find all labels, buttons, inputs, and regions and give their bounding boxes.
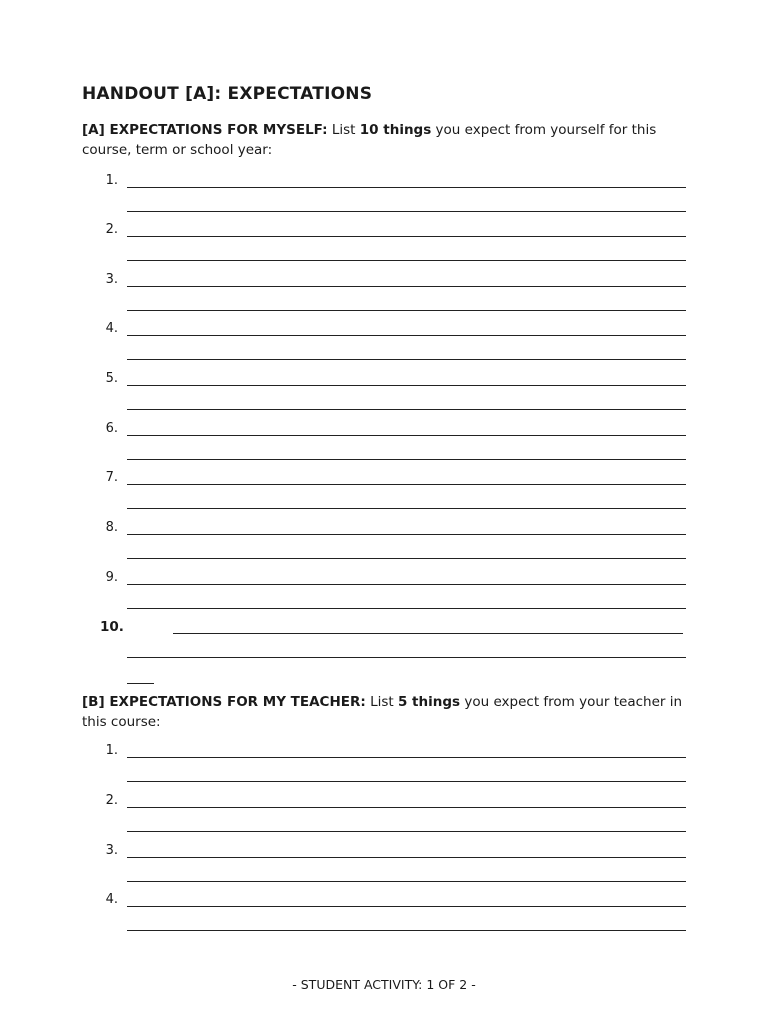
answer-line[interactable] [127, 286, 686, 287]
answer-line[interactable] [127, 310, 686, 311]
item-number: 1. [105, 743, 118, 758]
item-number: 7. [105, 470, 118, 485]
answer-line[interactable] [127, 409, 686, 410]
answer-line[interactable] [127, 211, 686, 212]
answer-line[interactable] [127, 881, 686, 882]
section-b-text-pre: List [365, 694, 398, 710]
section-b-item-3 [0, 843, 768, 893]
answer-line[interactable] [127, 857, 686, 858]
answer-line[interactable] [173, 633, 683, 634]
section-b-item-1 [0, 743, 768, 793]
answer-line[interactable] [127, 459, 686, 460]
section-a-item-3 [0, 272, 768, 322]
section-a-item-1 [0, 173, 768, 223]
item-number: 3. [105, 272, 118, 287]
section-a-item-9 [0, 570, 768, 620]
answer-line[interactable] [127, 534, 686, 535]
item-number: 10. [100, 619, 124, 635]
item-number: 5. [105, 371, 118, 386]
item-number: 8. [105, 520, 118, 535]
section-a-heading: [A] EXPECTATIONS FOR MYSELF: [82, 122, 328, 138]
page-title: HANDOUT [A]: EXPECTATIONS [82, 84, 373, 104]
answer-line[interactable] [127, 335, 686, 336]
answer-line[interactable] [127, 584, 686, 585]
answer-line[interactable] [127, 187, 686, 188]
answer-line[interactable] [127, 260, 686, 261]
answer-line[interactable] [127, 558, 686, 559]
section-a-text-post: you expect from yourself for this course, term or school year: [82, 122, 657, 158]
section-a-item-6 [0, 421, 768, 471]
item-number: 2. [105, 793, 118, 808]
section-b-item-2 [0, 793, 768, 843]
section-a-item-2 [0, 222, 768, 272]
page-footer: - STUDENT ACTIVITY: 1 OF 2 - [292, 977, 476, 992]
answer-line[interactable] [127, 508, 686, 509]
section-a-text-pre: List [327, 122, 360, 138]
item-number: 9. [105, 570, 118, 585]
answer-line[interactable] [127, 236, 686, 237]
section-a-instructions [82, 120, 692, 160]
item-number: 2. [105, 222, 118, 237]
section-a-count: 10 things [359, 122, 432, 138]
answer-line[interactable] [127, 930, 686, 931]
section-b-instructions [82, 692, 692, 732]
answer-line[interactable] [127, 831, 686, 832]
answer-line[interactable] [127, 657, 686, 658]
section-b-heading: [B] EXPECTATIONS FOR MY TEACHER: [82, 694, 366, 710]
section-a-item-8 [0, 520, 768, 570]
item-number: 4. [105, 321, 118, 336]
answer-line[interactable] [127, 906, 686, 907]
section-a-item-7 [0, 470, 768, 520]
answer-line-stub[interactable] [127, 683, 154, 684]
item-number: 6. [105, 421, 118, 436]
answer-line[interactable] [127, 781, 686, 782]
section-b-item-4 [0, 892, 768, 942]
section-a-item-4 [0, 321, 768, 371]
item-number: 3. [105, 843, 118, 858]
section-a-item-5 [0, 371, 768, 421]
section-a-item-10 [0, 619, 768, 669]
answer-line[interactable] [127, 484, 686, 485]
item-number: 1. [105, 173, 118, 188]
answer-line[interactable] [127, 807, 686, 808]
section-b-count: 5 things [397, 694, 461, 710]
answer-line[interactable] [127, 359, 686, 360]
answer-line[interactable] [127, 757, 686, 758]
answer-line[interactable] [127, 435, 686, 436]
section-b-text-post: you expect from your teacher in this course: [82, 694, 683, 730]
answer-line[interactable] [127, 385, 686, 386]
answer-line[interactable] [127, 608, 686, 609]
item-number: 4. [105, 892, 118, 907]
